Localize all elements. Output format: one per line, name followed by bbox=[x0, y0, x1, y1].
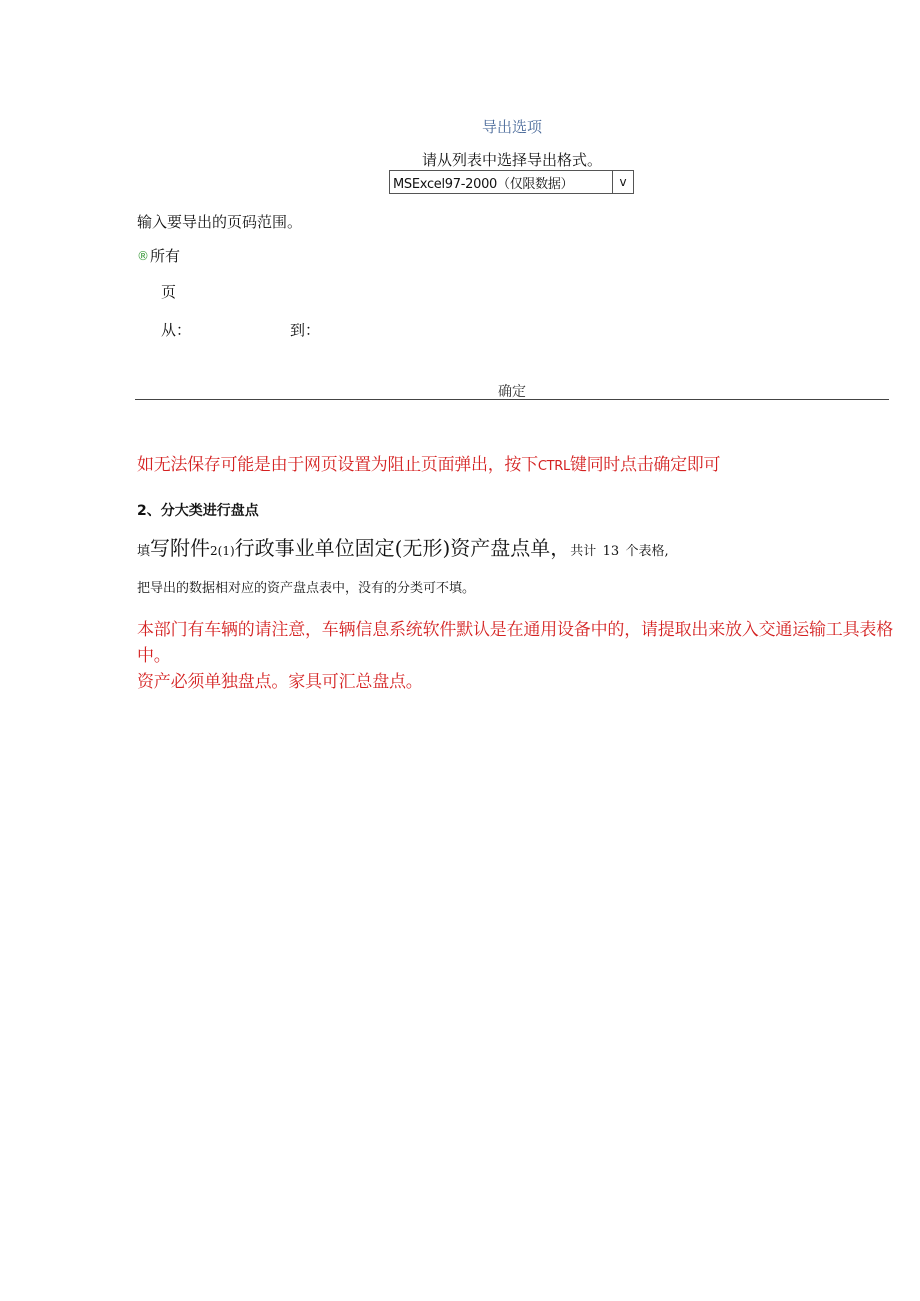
page-range-prompt: 输入要导出的页码范围。 bbox=[137, 213, 303, 231]
fill-ref: 2(1) bbox=[210, 544, 235, 558]
radio-selected-icon[interactable]: ® bbox=[137, 248, 149, 263]
vehicle-note-line-1: 本部门有车辆的请注意，车辆信息系统软件默认是在通用设备中的，请提取出来放入交通运输工具表格中。 bbox=[137, 620, 893, 666]
fill-tail-a: 共计 bbox=[570, 544, 597, 559]
fill-prefix: 填 bbox=[137, 544, 151, 559]
confirm-button[interactable]: 确定 bbox=[0, 381, 920, 401]
chevron-down-icon[interactable]: v bbox=[612, 171, 633, 193]
save-note-text-a: 如无法保存可能是由于网页设置为阻止页面弹出，按下 bbox=[137, 455, 538, 475]
fill-main-b: 行政事业单位固定(无形)资产盘点单， bbox=[234, 536, 571, 560]
save-note-text-b: 键同时点击确定即可 bbox=[569, 455, 721, 475]
from-page-label: 从： bbox=[161, 321, 192, 339]
section-heading: 2、分大类进行盘点 bbox=[137, 503, 259, 519]
dialog-title: 导出选项 bbox=[481, 118, 542, 136]
save-warning-note bbox=[137, 450, 720, 475]
fill-main-a: 写附件 bbox=[150, 536, 211, 560]
radio-page-label[interactable]: 页 bbox=[161, 283, 177, 301]
export-note: 把导出的数据相对应的资产盘点表中，没有的分类可不填。 bbox=[137, 581, 476, 596]
save-note-key: CTRL bbox=[537, 459, 570, 474]
format-prompt: 请从列表中选择导出格式。 bbox=[421, 151, 602, 169]
vehicle-note bbox=[137, 617, 897, 695]
to-page-label: 到： bbox=[290, 321, 321, 339]
export-format-select[interactable] bbox=[389, 170, 634, 194]
export-format-value: MSExcel97-2000（仅限数据） bbox=[393, 176, 574, 192]
vehicle-note-line-2: 资产必须单独盘点。家具可汇总盘点。 bbox=[137, 672, 423, 692]
fill-tail-b: 个表格, bbox=[625, 544, 669, 559]
radio-all-label: 所有 bbox=[150, 247, 181, 265]
fill-instruction bbox=[137, 532, 669, 561]
fill-count: 13 bbox=[602, 544, 620, 559]
radio-all-pages[interactable] bbox=[137, 245, 180, 266]
divider bbox=[135, 399, 889, 400]
